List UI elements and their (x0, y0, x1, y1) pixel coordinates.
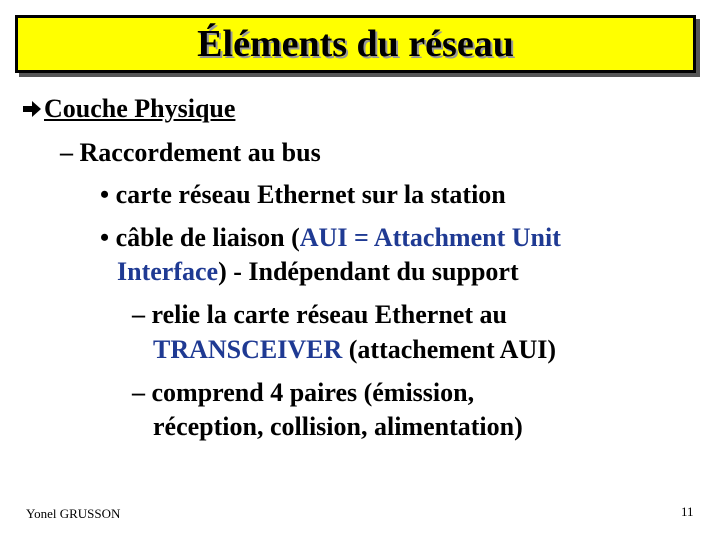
sub-item-1-cont (153, 335, 556, 365)
bullet-item-2 (100, 223, 561, 253)
bullet2-prefix: • câble de liaison ( (100, 223, 300, 252)
sub1-rest: (attachement AUI) (342, 335, 556, 364)
heading-line (22, 94, 235, 124)
heading-text: Couche Physique (44, 94, 236, 123)
sub-item-2: – comprend 4 paires (émission, (132, 378, 475, 407)
title-banner (15, 15, 696, 73)
bullet-item-1: • carte réseau Ethernet sur la station (100, 180, 506, 209)
right-arrow-icon (22, 99, 42, 119)
sub-item-1: – relie la carte réseau Ethernet au (132, 300, 507, 329)
level1-item: – Raccordement au bus (60, 138, 321, 167)
bullet2-rest: ) - Indépendant du support (218, 257, 519, 286)
bullet2-aui: AUI = Attachment Unit (299, 223, 561, 252)
sub-item-2-cont: réception, collision, alimentation) (153, 412, 523, 441)
transceiver-text: TRANSCEIVER (153, 335, 343, 364)
bullet-item-2-cont (117, 257, 519, 287)
page-number: 11 (681, 504, 694, 519)
bullet2-interface: Interface (117, 257, 219, 286)
slide-title: Éléments du réseau (197, 23, 514, 65)
footer-author: Yonel GRUSSON (26, 506, 121, 521)
